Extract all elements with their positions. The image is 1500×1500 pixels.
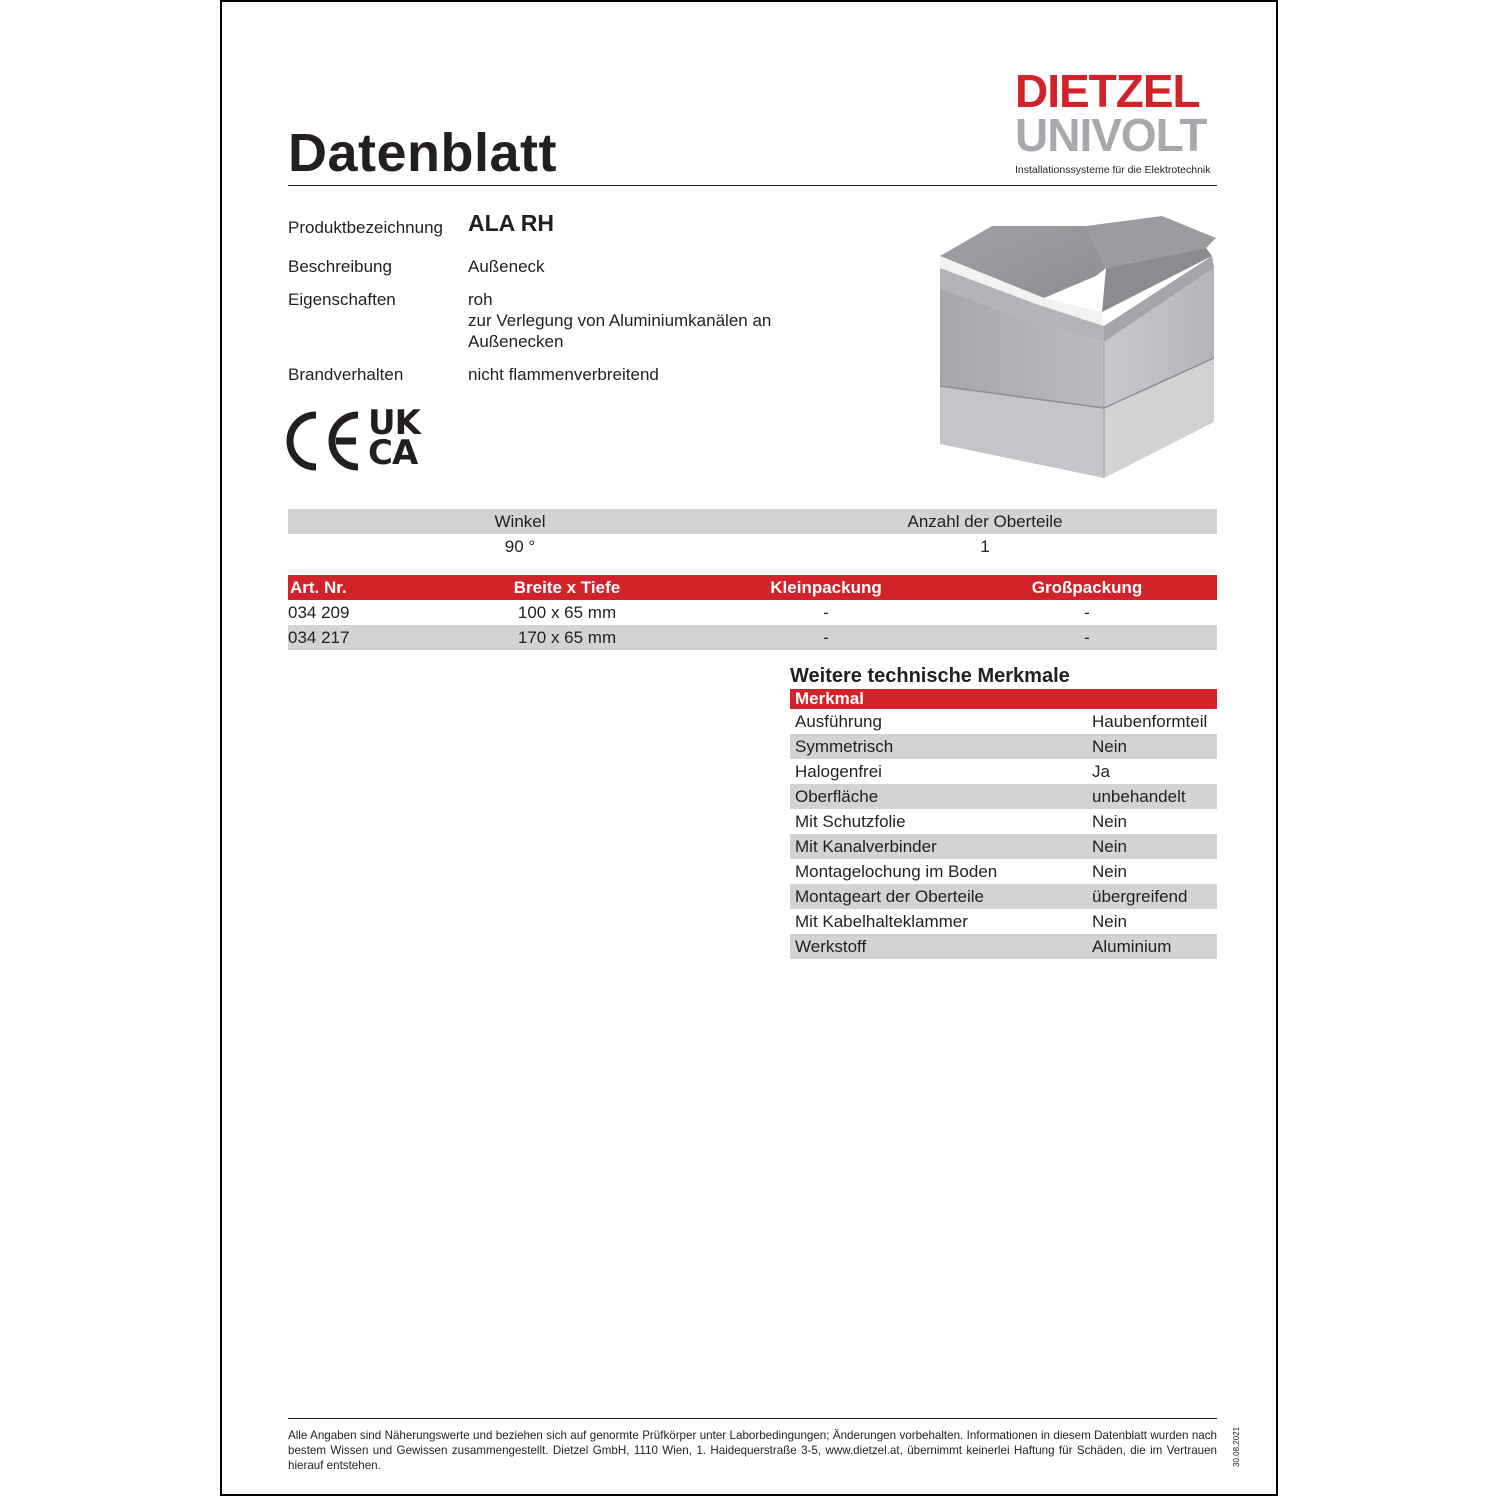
- article-large-pack: -: [1084, 603, 1090, 622]
- feature-value: übergreifend: [1092, 887, 1188, 906]
- table-row: [790, 884, 1217, 909]
- feature-value: Nein: [1092, 737, 1127, 756]
- datasheet-page: [220, 0, 1278, 1496]
- features-table: [790, 689, 1217, 959]
- article-number: 034 217: [288, 628, 350, 647]
- feature-name: Ausführung: [795, 712, 882, 731]
- description-label: Beschreibung: [288, 257, 392, 276]
- fire-behaviour-label: Brandverhalten: [288, 365, 404, 384]
- article-header-row: [288, 575, 1217, 600]
- ukca-bottom: CA: [368, 433, 418, 473]
- feature-name: Mit Schutzfolie: [795, 812, 906, 831]
- article-dimensions: 170 x 65 mm: [517, 628, 617, 647]
- properties-line: roh: [468, 290, 493, 309]
- footer-disclaimer: Alle Angaben sind Näherungswerte und beziehen sich auf genormte Prüfkörper unter Laborbedingungen; Änderungen vorbehalten. Informationen in diesem Datenblatt wurden nach bestem Wissen und Gewissen zusammengestellt. Dietzel GmbH, 1110 Wien, 1. Haidequerstraße 3-5, www.dietzel.at, übernimmt keinerlei Haftung für Schäden, die im Vertrauen hierauf entstehen.: [288, 1429, 1217, 1472]
- feature-name: Werkstoff: [795, 937, 867, 956]
- description-value: Außeneck: [468, 257, 545, 276]
- feature-value: Nein: [1092, 862, 1127, 881]
- feature-name: Montagelochung im Boden: [795, 862, 998, 881]
- logo-line-dietzel: DIETZEL: [1015, 65, 1200, 117]
- feature-value: Ja: [1092, 762, 1110, 781]
- feature-name: Montageart der Oberteile: [795, 887, 984, 906]
- spec-header-angle: Winkel: [494, 512, 546, 531]
- table-row: [790, 734, 1217, 759]
- ukca-top: UK: [368, 403, 420, 443]
- feature-name: Mit Kabelhalteklammer: [795, 912, 968, 931]
- article-dimensions: 100 x 65 mm: [517, 603, 617, 622]
- company-logo: [1015, 65, 1217, 178]
- table-row: [790, 759, 1217, 784]
- article-small-pack: -: [823, 603, 829, 622]
- features-title: Weitere technische Merkmale: [790, 665, 1070, 687]
- header-divider: [288, 185, 1217, 186]
- article-header-large-pack: Großpackung: [1031, 578, 1143, 597]
- article-header-number: Art. Nr.: [290, 578, 347, 597]
- feature-value: unbehandelt: [1092, 787, 1186, 806]
- article-table: [288, 575, 1217, 650]
- article-number: 034 209: [288, 603, 350, 622]
- properties-label: Eigenschaften: [288, 290, 396, 309]
- product-name-label: Produktbezeichnung: [288, 218, 444, 237]
- ukca-mark-icon: [368, 403, 432, 474]
- page-title: Datenblatt: [288, 123, 558, 183]
- fire-behaviour-value: nicht flammenverbreitend: [468, 365, 659, 384]
- feature-value: Nein: [1092, 912, 1127, 931]
- feature-value: Haubenformteil: [1092, 712, 1208, 731]
- feature-name: Halogenfrei: [795, 762, 882, 781]
- product-name-value: ALA RH: [468, 210, 555, 236]
- properties-line: zur Verlegung von Aluminiumkanälen an: [468, 311, 772, 330]
- document-date: 30.08.2021: [1232, 1426, 1241, 1467]
- feature-name: Symmetrisch: [795, 737, 894, 756]
- table-row: [790, 859, 1217, 884]
- footer-divider: [288, 1418, 1217, 1419]
- table-row: [790, 934, 1217, 959]
- table-row: [288, 625, 1217, 650]
- table-row: [790, 834, 1217, 859]
- features-header: Merkmal: [795, 689, 864, 708]
- spec-header-row: [288, 509, 1217, 534]
- table-row: [790, 784, 1217, 809]
- article-large-pack: -: [1084, 628, 1090, 647]
- properties-line: Außenecken: [468, 332, 564, 351]
- product-image: [936, 208, 1216, 484]
- feature-value: Nein: [1092, 837, 1127, 856]
- article-header-dimensions: Breite x Tiefe: [513, 578, 621, 597]
- table-row: [790, 709, 1217, 734]
- feature-value: Nein: [1092, 812, 1127, 831]
- spec-table: [288, 509, 1217, 559]
- feature-value: Aluminium: [1092, 937, 1172, 956]
- article-small-pack: -: [823, 628, 829, 647]
- table-row: [288, 600, 1217, 625]
- feature-name: Mit Kanalverbinder: [795, 837, 937, 856]
- properties-value: [468, 289, 771, 352]
- logo-tagline: Installationssysteme für die Elektrotechnik: [1015, 164, 1211, 176]
- feature-name: Oberfläche: [795, 787, 879, 806]
- spec-header-upper-parts: Anzahl der Oberteile: [907, 512, 1063, 531]
- article-header-small-pack: Kleinpackung: [770, 578, 882, 597]
- spec-value-row: [288, 534, 1217, 559]
- table-row: [790, 809, 1217, 834]
- ce-mark-icon: [286, 410, 366, 472]
- spec-value-angle: 90 °: [504, 537, 536, 556]
- spec-value-upper-parts: 1: [980, 537, 990, 556]
- table-row: [790, 909, 1217, 934]
- features-header-row: [790, 689, 1217, 709]
- logo-line-univolt: UNIVOLT: [1015, 109, 1207, 161]
